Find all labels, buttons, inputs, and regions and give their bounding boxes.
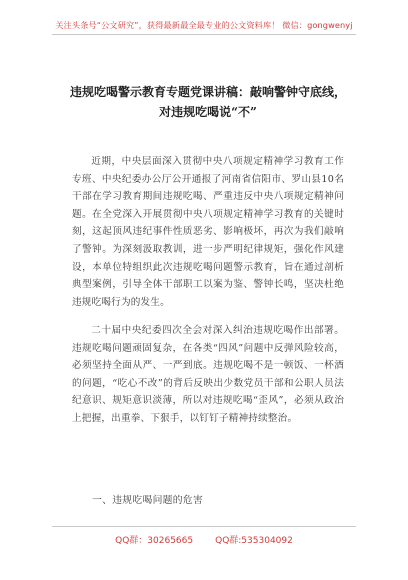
body-paragraph-2: 二十届中央纪委四次全会对深入纠治违规吃喝作出部署。违规吃喝问题顽固复杂，在各类“四风”问题中反弹风险较高，必须坚持全面从严、一严到底。违规吃喝不是一顿饭、一杯酒的问题，“吃心不改”的背后反映出少数党员干部和公职人员法纪意识、规矩意识淡薄，所以对违规吃喝“歪风”，必须从政治上把握，出重拳、下狠手，以钉钉子精神持续整治。 (72, 325, 344, 424)
footer (0, 533, 408, 546)
header-banner: 关注头条号“公文研究”，获得最新最全最专业的公文资料库！ 微信：gongwenyj (55, 20, 353, 30)
document-title: 违规吃喝警示教育专题党课讲稿：敲响警钟守底线，对违规吃喝说“不” (70, 85, 347, 119)
header-divider (52, 34, 356, 35)
footer-qq-group-2: QQ群:535304092 (215, 536, 293, 546)
section-heading: 一、违规吃喝问题的危害 (92, 495, 204, 506)
footer-divider (52, 526, 356, 527)
footer-qq-group-1: QQ群：30265665 (115, 536, 194, 546)
body-paragraph-1: 近期，中央层面深入贯彻中央八项规定精神学习教育工作专班、中央纪委办公厅公开通报了河南省信阳市、罗山县10名干部在学习教育期间违规吃喝、严重违反中央八项规定精神问题。在全党深入开展贯彻中央八项规定精神学习教育的关键时刻，这起顶风违纪事件性质恶劣、影响极坏，再次为我们敲响了警钟。为深刻汲取教训，进一步严明纪律规矩，强化作风建设，本单位特组织此次违规吃喝问题警示教育，旨在通过剖析典型案例，引导全体干部职工以案为鉴、警钟长鸣，坚决杜绝违规吃喝行为的发生。 (72, 156, 344, 308)
